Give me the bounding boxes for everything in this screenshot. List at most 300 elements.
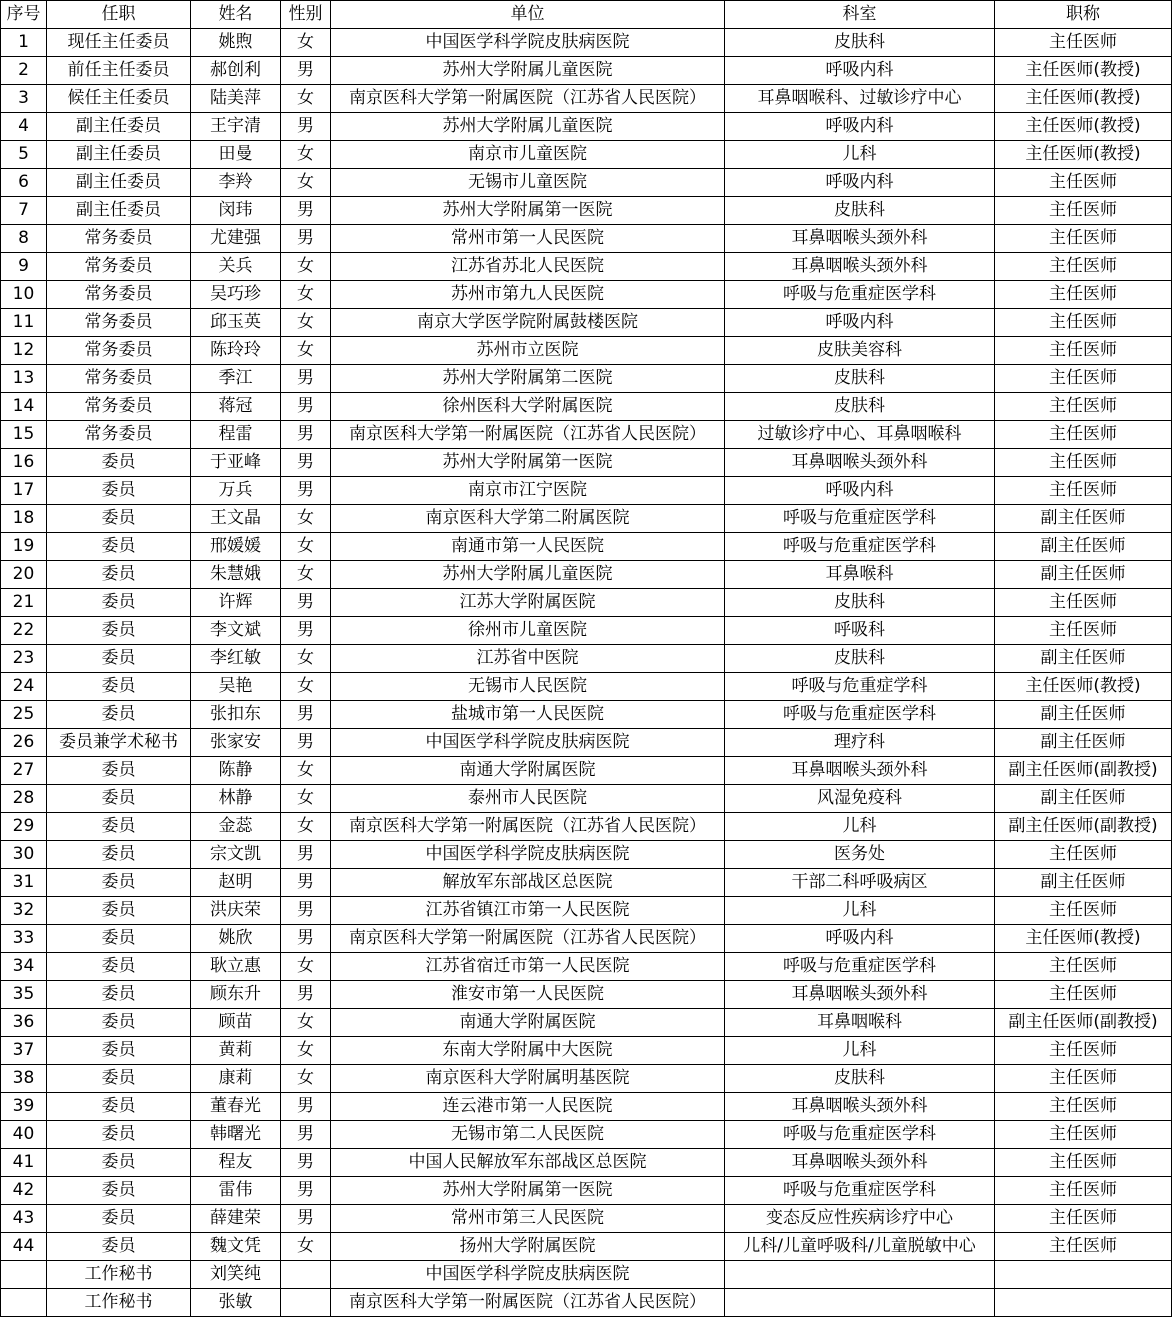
table-row (1, 589, 1172, 617)
cell-institution: 中国人民解放军东部战区总医院 (331, 1149, 725, 1177)
cell-name: 田曼 (191, 141, 281, 169)
cell-index: 2 (1, 57, 47, 85)
cell-name: 张家安 (191, 729, 281, 757)
cell-name: 李文斌 (191, 617, 281, 645)
cell-gender: 男 (281, 421, 331, 449)
cell-gender: 男 (281, 701, 331, 729)
cell-institution: 解放军东部战区总医院 (331, 869, 725, 897)
cell-institution: 苏州市第九人民医院 (331, 281, 725, 309)
header-gender: 性别 (281, 1, 331, 29)
cell-title: 主任医师 (995, 225, 1172, 253)
cell-gender: 女 (281, 1065, 331, 1093)
cell-gender: 男 (281, 729, 331, 757)
cell-institution: 江苏省镇江市第一人民医院 (331, 897, 725, 925)
cell-institution: 淮安市第一人民医院 (331, 981, 725, 1009)
cell-index: 25 (1, 701, 47, 729)
cell-gender: 女 (281, 813, 331, 841)
cell-name: 陈静 (191, 757, 281, 785)
table-row (1, 533, 1172, 561)
table-row (1, 897, 1172, 925)
cell-title: 副主任医师 (995, 645, 1172, 673)
table-row (1, 113, 1172, 141)
cell-gender: 男 (281, 897, 331, 925)
table-row (1, 1289, 1172, 1317)
cell-title: 主任医师 (995, 1177, 1172, 1205)
cell-index (1, 1289, 47, 1317)
cell-gender: 男 (281, 1177, 331, 1205)
cell-position: 副主任委员 (47, 113, 191, 141)
cell-department: 医务处 (725, 841, 995, 869)
cell-department: 呼吸内科 (725, 477, 995, 505)
cell-institution: 苏州市立医院 (331, 337, 725, 365)
cell-title (995, 1261, 1172, 1289)
table-row (1, 393, 1172, 421)
cell-department: 皮肤科 (725, 197, 995, 225)
cell-institution: 徐州医科大学附属医院 (331, 393, 725, 421)
cell-name: 姚煦 (191, 29, 281, 57)
cell-index: 20 (1, 561, 47, 589)
cell-department: 过敏诊疗中心、耳鼻咽喉科 (725, 421, 995, 449)
cell-index: 27 (1, 757, 47, 785)
cell-institution: 苏州大学附属儿童医院 (331, 57, 725, 85)
cell-name: 季江 (191, 365, 281, 393)
cell-name: 赵明 (191, 869, 281, 897)
table-row (1, 813, 1172, 841)
cell-institution: 苏州大学附属第一医院 (331, 449, 725, 477)
cell-index: 33 (1, 925, 47, 953)
cell-title: 主任医师 (995, 281, 1172, 309)
cell-institution: 江苏省中医院 (331, 645, 725, 673)
cell-department: 呼吸与危重症医学科 (725, 1177, 995, 1205)
cell-gender: 男 (281, 841, 331, 869)
cell-title: 主任医师 (995, 169, 1172, 197)
cell-institution: 扬州大学附属医院 (331, 1233, 725, 1261)
cell-department: 呼吸与危重症医学科 (725, 281, 995, 309)
cell-index: 15 (1, 421, 47, 449)
cell-name: 姚欣 (191, 925, 281, 953)
cell-index: 7 (1, 197, 47, 225)
cell-name: 魏文凭 (191, 1233, 281, 1261)
cell-department: 风湿免疫科 (725, 785, 995, 813)
cell-department: 干部二科呼吸病区 (725, 869, 995, 897)
cell-name: 李红敏 (191, 645, 281, 673)
cell-name: 李羚 (191, 169, 281, 197)
cell-department: 呼吸内科 (725, 309, 995, 337)
cell-name: 程雷 (191, 421, 281, 449)
cell-gender: 女 (281, 505, 331, 533)
cell-institution: 常州市第一人民医院 (331, 225, 725, 253)
cell-position: 委员 (47, 813, 191, 841)
cell-name: 康莉 (191, 1065, 281, 1093)
cell-position: 前任主任委员 (47, 57, 191, 85)
cell-gender: 男 (281, 925, 331, 953)
cell-position: 委员 (47, 617, 191, 645)
cell-gender: 男 (281, 449, 331, 477)
cell-gender (281, 1289, 331, 1317)
cell-institution: 中国医学科学院皮肤病医院 (331, 841, 725, 869)
cell-name: 邢媛媛 (191, 533, 281, 561)
cell-index: 18 (1, 505, 47, 533)
table-row (1, 477, 1172, 505)
cell-position: 委员 (47, 1205, 191, 1233)
cell-department: 耳鼻咽喉头颈外科 (725, 981, 995, 1009)
cell-index (1, 1261, 47, 1289)
cell-department: 儿科/儿童呼吸科/儿童脱敏中心 (725, 1233, 995, 1261)
cell-title: 主任医师 (995, 477, 1172, 505)
header-title: 职称 (995, 1, 1172, 29)
cell-gender: 女 (281, 29, 331, 57)
cell-index: 35 (1, 981, 47, 1009)
cell-department: 呼吸内科 (725, 113, 995, 141)
cell-title: 主任医师 (995, 589, 1172, 617)
cell-institution: 江苏大学附属医院 (331, 589, 725, 617)
table-row (1, 1261, 1172, 1289)
cell-name: 尤建强 (191, 225, 281, 253)
cell-name: 陈玲玲 (191, 337, 281, 365)
cell-department: 耳鼻咽喉科 (725, 1009, 995, 1037)
cell-title: 主任医师 (995, 1093, 1172, 1121)
cell-index: 1 (1, 29, 47, 57)
cell-position: 委员 (47, 449, 191, 477)
cell-gender: 男 (281, 225, 331, 253)
cell-index: 41 (1, 1149, 47, 1177)
cell-position: 常务委员 (47, 421, 191, 449)
cell-index: 40 (1, 1121, 47, 1149)
cell-title: 主任医师(教授) (995, 673, 1172, 701)
cell-department: 皮肤科 (725, 365, 995, 393)
cell-position: 委员 (47, 953, 191, 981)
cell-position: 委员 (47, 925, 191, 953)
cell-name: 刘笑纯 (191, 1261, 281, 1289)
cell-index: 26 (1, 729, 47, 757)
table-row (1, 281, 1172, 309)
cell-gender: 女 (281, 253, 331, 281)
table-row (1, 85, 1172, 113)
cell-position: 委员 (47, 841, 191, 869)
cell-title: 主任医师(教授) (995, 57, 1172, 85)
cell-department: 呼吸与危重症医学科 (725, 953, 995, 981)
cell-position: 委员 (47, 1065, 191, 1093)
cell-index: 43 (1, 1205, 47, 1233)
cell-index: 22 (1, 617, 47, 645)
cell-name: 朱慧娥 (191, 561, 281, 589)
cell-title: 主任医师 (995, 1149, 1172, 1177)
cell-institution: 南京医科大学第一附属医院（江苏省人民医院） (331, 421, 725, 449)
table-row (1, 57, 1172, 85)
cell-title: 主任医师 (995, 337, 1172, 365)
cell-department: 呼吸内科 (725, 925, 995, 953)
cell-institution: 江苏省苏北人民医院 (331, 253, 725, 281)
table-row (1, 1177, 1172, 1205)
cell-gender: 女 (281, 785, 331, 813)
table-row (1, 365, 1172, 393)
cell-institution: 常州市第三人民医院 (331, 1205, 725, 1233)
cell-title: 副主任医师 (995, 701, 1172, 729)
cell-index: 23 (1, 645, 47, 673)
cell-name: 林静 (191, 785, 281, 813)
cell-name: 许辉 (191, 589, 281, 617)
cell-position: 委员兼学术秘书 (47, 729, 191, 757)
cell-gender: 女 (281, 1037, 331, 1065)
cell-gender: 男 (281, 1149, 331, 1177)
table-row (1, 981, 1172, 1009)
cell-name: 金蕊 (191, 813, 281, 841)
cell-title: 主任医师 (995, 1121, 1172, 1149)
cell-position: 委员 (47, 757, 191, 785)
cell-name: 耿立惠 (191, 953, 281, 981)
cell-department: 耳鼻咽喉头颈外科 (725, 757, 995, 785)
cell-department: 呼吸内科 (725, 169, 995, 197)
cell-gender: 女 (281, 337, 331, 365)
cell-name: 雷伟 (191, 1177, 281, 1205)
cell-gender: 女 (281, 1233, 331, 1261)
cell-institution: 连云港市第一人民医院 (331, 1093, 725, 1121)
cell-gender: 男 (281, 477, 331, 505)
cell-institution: 苏州大学附属儿童医院 (331, 561, 725, 589)
cell-name: 王宇清 (191, 113, 281, 141)
cell-index: 30 (1, 841, 47, 869)
cell-index: 9 (1, 253, 47, 281)
cell-position: 常务委员 (47, 393, 191, 421)
cell-gender: 男 (281, 1205, 331, 1233)
cell-position: 常务委员 (47, 225, 191, 253)
cell-position: 工作秘书 (47, 1261, 191, 1289)
cell-title: 主任医师 (995, 1233, 1172, 1261)
cell-title: 主任医师 (995, 617, 1172, 645)
cell-institution: 南京医科大学第一附属医院（江苏省人民医院） (331, 85, 725, 113)
cell-title: 主任医师 (995, 841, 1172, 869)
cell-title: 副主任医师(副教授) (995, 813, 1172, 841)
table-row (1, 29, 1172, 57)
cell-name: 程友 (191, 1149, 281, 1177)
cell-gender: 女 (281, 757, 331, 785)
cell-department: 耳鼻咽喉科、过敏诊疗中心 (725, 85, 995, 113)
cell-title (995, 1289, 1172, 1317)
cell-institution: 南京市儿童医院 (331, 141, 725, 169)
cell-index: 34 (1, 953, 47, 981)
cell-institution: 中国医学科学院皮肤病医院 (331, 29, 725, 57)
cell-title: 主任医师 (995, 309, 1172, 337)
table-row (1, 729, 1172, 757)
table-row (1, 197, 1172, 225)
cell-department (725, 1261, 995, 1289)
table-row (1, 1233, 1172, 1261)
cell-institution: 南京医科大学第一附属医院（江苏省人民医院） (331, 925, 725, 953)
cell-institution: 南通大学附属医院 (331, 1009, 725, 1037)
cell-department: 儿科 (725, 813, 995, 841)
table-row (1, 1121, 1172, 1149)
cell-institution: 南通市第一人民医院 (331, 533, 725, 561)
cell-name: 万兵 (191, 477, 281, 505)
cell-gender: 女 (281, 645, 331, 673)
cell-gender: 女 (281, 141, 331, 169)
cell-department: 儿科 (725, 897, 995, 925)
cell-institution: 无锡市儿童医院 (331, 169, 725, 197)
cell-position: 委员 (47, 673, 191, 701)
cell-gender: 女 (281, 169, 331, 197)
cell-department: 耳鼻咽喉头颈外科 (725, 1093, 995, 1121)
cell-institution: 徐州市儿童医院 (331, 617, 725, 645)
cell-index: 21 (1, 589, 47, 617)
cell-department (725, 1289, 995, 1317)
table-row (1, 253, 1172, 281)
cell-index: 31 (1, 869, 47, 897)
cell-position: 委员 (47, 645, 191, 673)
cell-position: 委员 (47, 505, 191, 533)
cell-gender: 女 (281, 673, 331, 701)
table-row (1, 701, 1172, 729)
cell-name: 张扣东 (191, 701, 281, 729)
cell-position: 常务委员 (47, 281, 191, 309)
cell-position: 委员 (47, 869, 191, 897)
cell-title: 副主任医师 (995, 729, 1172, 757)
roster-body (1, 29, 1172, 1317)
cell-department: 皮肤科 (725, 645, 995, 673)
cell-position: 委员 (47, 1233, 191, 1261)
cell-gender: 男 (281, 1093, 331, 1121)
cell-title: 副主任医师 (995, 533, 1172, 561)
header-name: 姓名 (191, 1, 281, 29)
table-row (1, 309, 1172, 337)
cell-position: 工作秘书 (47, 1289, 191, 1317)
table-row (1, 337, 1172, 365)
cell-gender: 女 (281, 309, 331, 337)
table-row (1, 1037, 1172, 1065)
cell-title: 主任医师 (995, 1065, 1172, 1093)
cell-gender: 女 (281, 85, 331, 113)
table-row (1, 421, 1172, 449)
cell-department: 耳鼻咽喉头颈外科 (725, 225, 995, 253)
cell-title: 副主任医师 (995, 505, 1172, 533)
cell-position: 副主任委员 (47, 141, 191, 169)
table-row (1, 925, 1172, 953)
cell-title: 主任医师(教授) (995, 113, 1172, 141)
cell-index: 36 (1, 1009, 47, 1037)
cell-title: 主任医师(教授) (995, 141, 1172, 169)
cell-title: 主任医师 (995, 365, 1172, 393)
cell-position: 委员 (47, 1093, 191, 1121)
table-row (1, 869, 1172, 897)
cell-department: 皮肤科 (725, 29, 995, 57)
header-position: 任职 (47, 1, 191, 29)
cell-index: 4 (1, 113, 47, 141)
cell-name: 蒋冠 (191, 393, 281, 421)
cell-index: 11 (1, 309, 47, 337)
cell-index: 5 (1, 141, 47, 169)
cell-title: 主任医师 (995, 897, 1172, 925)
cell-department: 呼吸与危重症医学科 (725, 533, 995, 561)
cell-institution: 盐城市第一人民医院 (331, 701, 725, 729)
header-institution: 单位 (331, 1, 725, 29)
cell-institution: 苏州大学附属儿童医院 (331, 113, 725, 141)
cell-title: 副主任医师(副教授) (995, 1009, 1172, 1037)
cell-title: 副主任医师 (995, 561, 1172, 589)
cell-department: 儿科 (725, 1037, 995, 1065)
cell-title: 主任医师 (995, 393, 1172, 421)
table-row (1, 561, 1172, 589)
cell-title: 主任医师 (995, 421, 1172, 449)
cell-position: 委员 (47, 981, 191, 1009)
cell-index: 16 (1, 449, 47, 477)
cell-department: 耳鼻咽喉头颈外科 (725, 1149, 995, 1177)
cell-name: 张敏 (191, 1289, 281, 1317)
cell-index: 8 (1, 225, 47, 253)
cell-institution: 无锡市人民医院 (331, 673, 725, 701)
cell-position: 现任主任委员 (47, 29, 191, 57)
header-department: 科室 (725, 1, 995, 29)
cell-name: 闵玮 (191, 197, 281, 225)
cell-title: 主任医师(教授) (995, 925, 1172, 953)
cell-department: 呼吸科 (725, 617, 995, 645)
cell-institution: 南京大学医学院附属鼓楼医院 (331, 309, 725, 337)
cell-gender: 男 (281, 981, 331, 1009)
cell-institution: 南通大学附属医院 (331, 757, 725, 785)
table-row (1, 225, 1172, 253)
cell-institution: 苏州大学附属第二医院 (331, 365, 725, 393)
cell-index: 44 (1, 1233, 47, 1261)
cell-gender (281, 1261, 331, 1289)
cell-index: 13 (1, 365, 47, 393)
cell-institution: 南京医科大学附属明基医院 (331, 1065, 725, 1093)
cell-position: 委员 (47, 1149, 191, 1177)
table-row (1, 617, 1172, 645)
table-row (1, 841, 1172, 869)
table-row (1, 645, 1172, 673)
cell-position: 委员 (47, 785, 191, 813)
cell-position: 委员 (47, 1121, 191, 1149)
cell-index: 24 (1, 673, 47, 701)
cell-name: 薛建荣 (191, 1205, 281, 1233)
cell-gender: 女 (281, 1009, 331, 1037)
table-row (1, 169, 1172, 197)
cell-name: 吴艳 (191, 673, 281, 701)
cell-institution: 中国医学科学院皮肤病医院 (331, 729, 725, 757)
cell-title: 主任医师 (995, 953, 1172, 981)
cell-gender: 男 (281, 617, 331, 645)
table-row (1, 1009, 1172, 1037)
cell-index: 14 (1, 393, 47, 421)
cell-index: 3 (1, 85, 47, 113)
cell-department: 儿科 (725, 141, 995, 169)
cell-index: 28 (1, 785, 47, 813)
table-row (1, 449, 1172, 477)
cell-index: 38 (1, 1065, 47, 1093)
cell-gender: 女 (281, 533, 331, 561)
cell-gender: 男 (281, 113, 331, 141)
cell-gender: 女 (281, 953, 331, 981)
cell-position: 副主任委员 (47, 169, 191, 197)
cell-name: 董春光 (191, 1093, 281, 1121)
cell-institution: 南京市江宁医院 (331, 477, 725, 505)
cell-title: 主任医师 (995, 253, 1172, 281)
cell-gender: 男 (281, 393, 331, 421)
cell-position: 委员 (47, 477, 191, 505)
table-row (1, 505, 1172, 533)
cell-name: 顾苗 (191, 1009, 281, 1037)
table-row (1, 953, 1172, 981)
table-row (1, 141, 1172, 169)
cell-name: 陆美萍 (191, 85, 281, 113)
cell-institution: 南京医科大学第一附属医院（江苏省人民医院） (331, 813, 725, 841)
table-row (1, 673, 1172, 701)
cell-institution: 中国医学科学院皮肤病医院 (331, 1261, 725, 1289)
cell-name: 王文晶 (191, 505, 281, 533)
cell-department: 皮肤科 (725, 1065, 995, 1093)
cell-name: 郝创利 (191, 57, 281, 85)
cell-index: 42 (1, 1177, 47, 1205)
cell-department: 理疗科 (725, 729, 995, 757)
cell-name: 于亚峰 (191, 449, 281, 477)
